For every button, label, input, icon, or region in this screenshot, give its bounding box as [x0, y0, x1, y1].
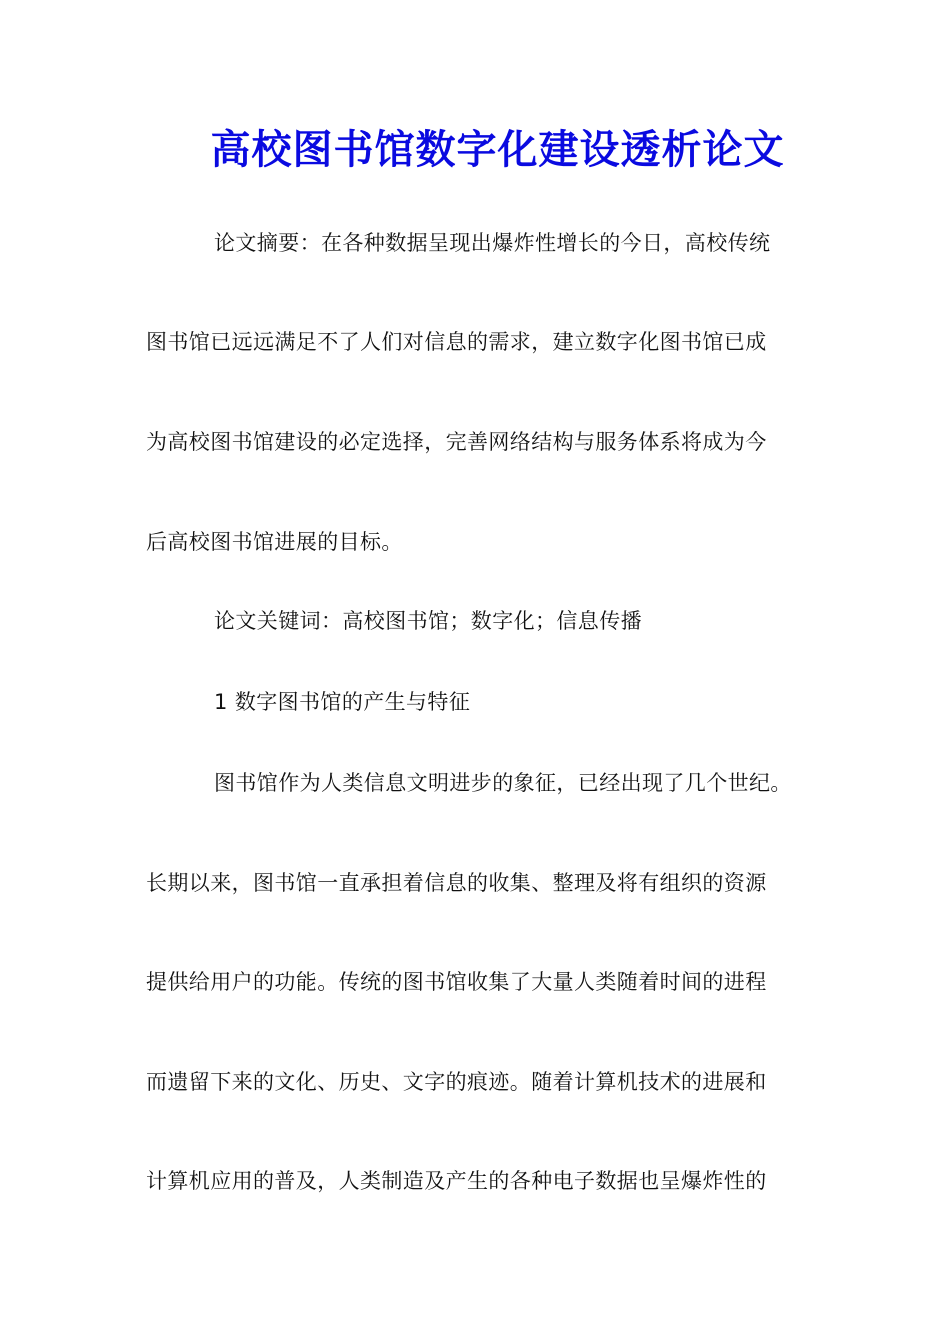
- paragraph-line-5: 计算机应用的普及，人类制造及产生的各种电子数据也呈爆炸性的: [146, 1169, 767, 1193]
- abstract-line-3: 为高校图书馆建设的必定选择，完善网络结构与服务体系将成为今: [146, 430, 767, 454]
- paragraph-line-4: 而遗留下来的文化、历史、文字的痕迹。随着计算机技术的进展和: [146, 1070, 767, 1094]
- paragraph-line-2: 长期以来，图书馆一直承担着信息的收集、整理及将有组织的资源: [146, 871, 767, 895]
- section-heading-1: 1 数字图书馆的产生与特征: [214, 690, 471, 714]
- abstract-line-4: 后高校图书馆进展的目标。: [146, 530, 403, 554]
- keywords-line: 论文关键词：高校图书馆；数字化；信息传播: [214, 609, 642, 633]
- document-title: 高校图书馆数字化建设透析论文: [210, 126, 785, 173]
- paragraph-line-3: 提供给用户的功能。传统的图书馆收集了大量人类随着时间的进程: [146, 970, 767, 994]
- abstract-line-2: 图书馆已远远满足不了人们对信息的需求，建立数字化图书馆已成: [146, 330, 767, 354]
- paragraph-line-1: 图书馆作为人类信息文明进步的象征，已经出现了几个世纪。: [214, 771, 792, 795]
- abstract-line-1: 论文摘要：在各种数据呈现出爆炸性增长的今日，高校传统: [214, 231, 771, 255]
